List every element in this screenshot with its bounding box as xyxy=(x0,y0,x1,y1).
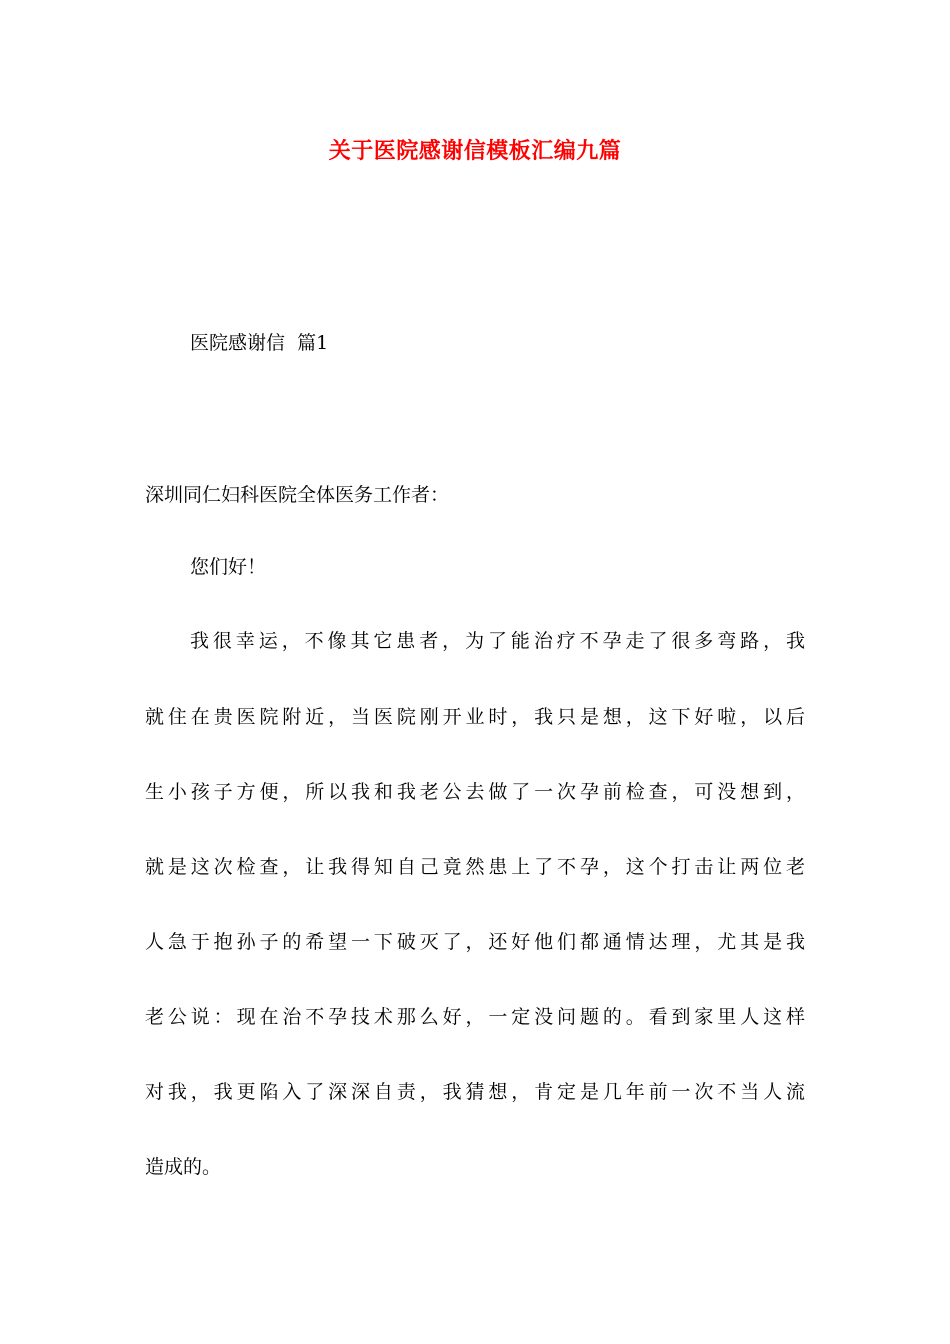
paragraph-line: 老公说：现在治不孕技术那么好，一定没问题的。看到家里人这样 xyxy=(145,1006,805,1028)
paragraph-line: 对我，我更陷入了深深自责，我猜想，肯定是几年前一次不当人流 xyxy=(145,1081,805,1103)
document-title: 关于医院感谢信模板汇编九篇 xyxy=(328,139,622,164)
paragraph-line: 我很幸运，不像其它患者，为了能治疗不孕走了很多弯路，我 xyxy=(190,630,805,652)
paragraph-line: 人急于抱孙子的希望一下破灭了，还好他们都通情达理，尤其是我 xyxy=(145,931,805,953)
paragraph-line: 生小孩子方便，所以我和我老公去做了一次孕前检查，可没想到， xyxy=(145,781,805,803)
paragraph-line: 就是这次检查，让我得知自己竟然患上了不孕，这个打击让两位老 xyxy=(145,856,805,878)
section-heading: 医院感谢信 篇1 xyxy=(190,332,329,354)
paragraph-line: 造成的。 xyxy=(145,1156,222,1178)
paragraph-line: 就住在贵医院附近，当医院刚开业时，我只是想，这下好啦，以后 xyxy=(145,706,805,728)
letter-salutation: 深圳同仁妇科医院全体医务工作者： xyxy=(145,484,450,506)
letter-greeting: 您们好！ xyxy=(190,556,267,578)
